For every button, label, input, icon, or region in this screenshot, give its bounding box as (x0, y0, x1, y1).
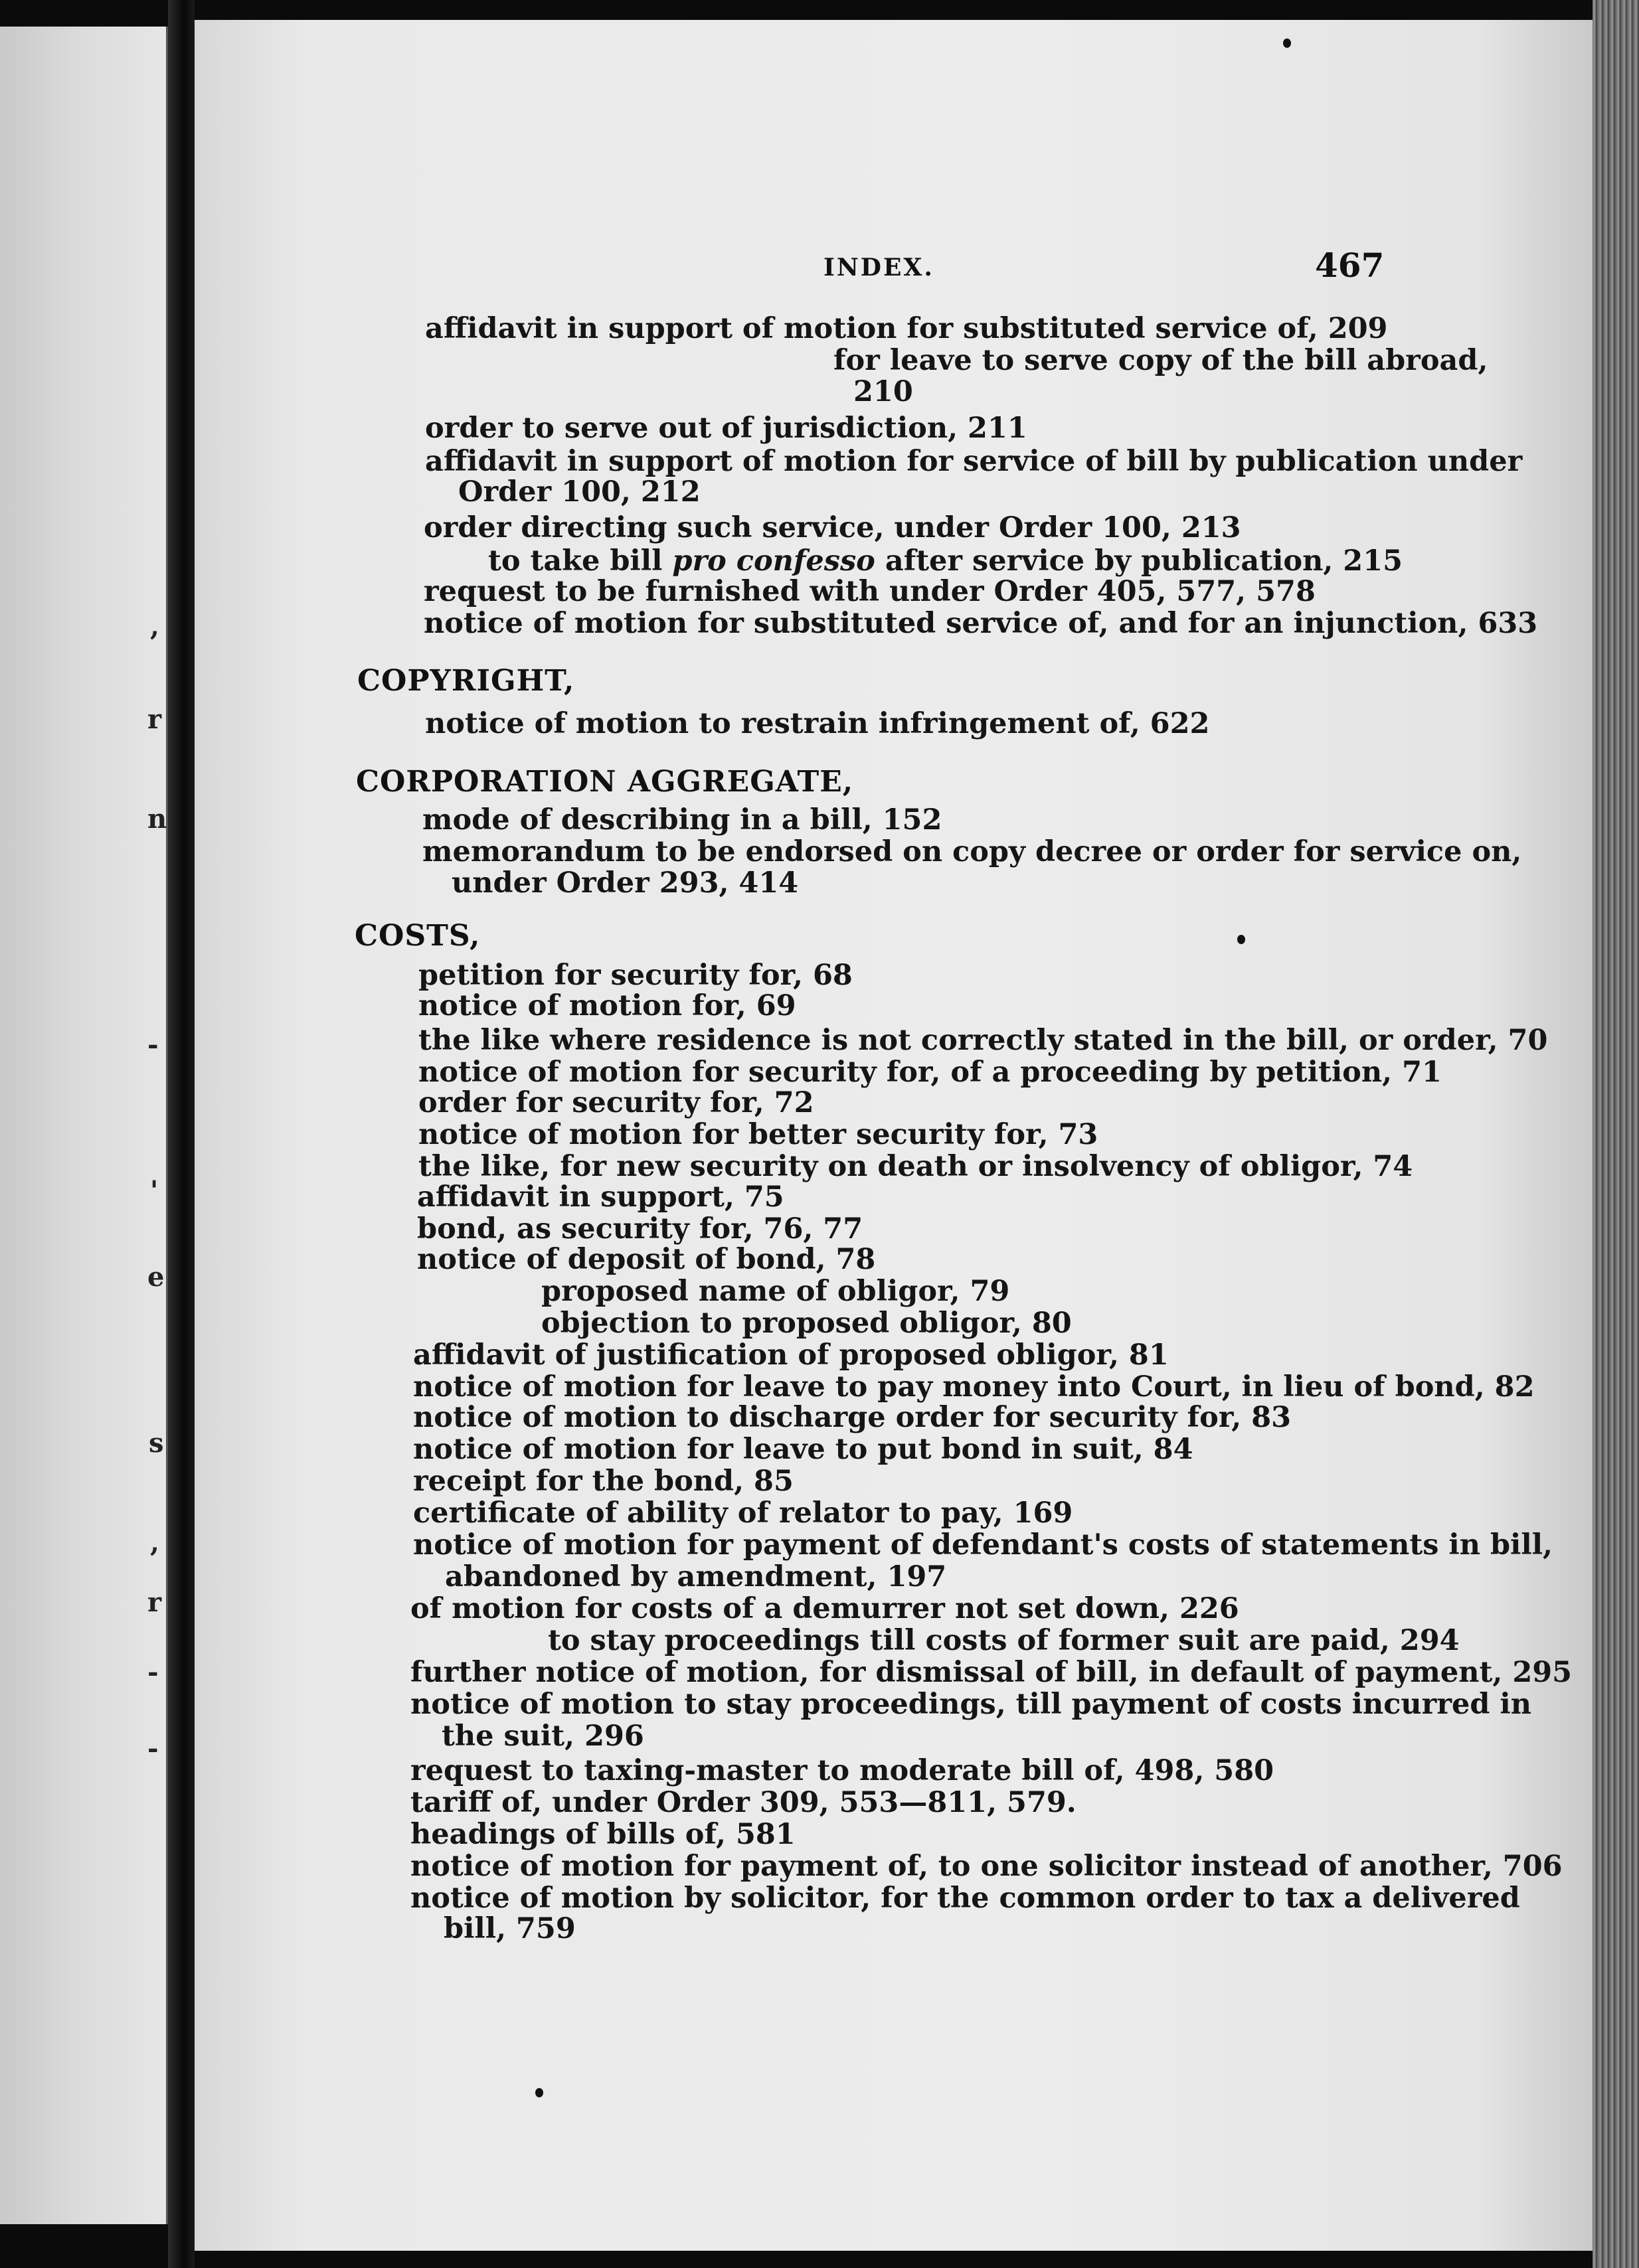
index-entry: notice of motion to stay proceedings, till payment of costs incurred in (410, 1688, 1531, 1721)
index-entry: certificate of ability of relator to pay, 169 (413, 1497, 1073, 1530)
index-entry: receipt for the bond, 85 (413, 1465, 794, 1498)
margin-fragment: - (147, 1733, 159, 1764)
index-entry: further notice of motion, for dismissal of bill, in default of payment, 295 (410, 1656, 1573, 1689)
index-entry: order directing such service, under Order 100, 213 (424, 511, 1241, 544)
index-entry: notice of motion for security for, of a proceeding by petition, 71 (418, 1056, 1442, 1089)
section-heading-copyright: COPYRIGHT, (357, 664, 575, 698)
print-speck (1237, 935, 1245, 944)
index-entry: tariff of, under Order 309, 553—811, 579. (410, 1786, 1077, 1819)
margin-fragment: , (150, 1527, 159, 1558)
margin-fragment: s (149, 1427, 164, 1459)
index-entry: Order 100, 212 (458, 475, 701, 509)
index-entry: notice of motion to restrain infringement of, 622 (425, 707, 1210, 740)
index-entry: order for security for, 72 (418, 1086, 814, 1119)
margin-fragment: r (147, 704, 162, 735)
index-entry: under Order 293, 414 (452, 866, 799, 900)
index-entry: notice of motion for leave to put bond in suit, 84 (413, 1433, 1193, 1466)
margin-fragment: r (147, 1587, 162, 1618)
index-entry: the like, for new security on death or insolvency of obligor, 74 (418, 1150, 1413, 1183)
index-entry: request to taxing-master to moderate bill of, 498, 580 (410, 1754, 1274, 1787)
index-entry: affidavit in support of motion for substituted service of, 209 (425, 312, 1388, 345)
index-entry: bill, 759 (444, 1912, 576, 1945)
print-speck (1283, 39, 1291, 48)
section-heading-costs: COSTS, (355, 919, 481, 953)
index-entry: notice of motion for substituted service of, and for an injunction, 633 (424, 607, 1538, 640)
print-speck (535, 2088, 543, 2097)
index-entry: notice of motion for better security for, 73 (418, 1118, 1098, 1151)
margin-fragment: - (147, 1657, 159, 1688)
index-entry: 210 (853, 375, 913, 408)
index-entry: affidavit in support, 75 (417, 1180, 784, 1214)
index-entry: mode of describing in a bill, 152 (422, 803, 942, 837)
index-entry: the suit, 296 (442, 1720, 644, 1753)
index-entry: affidavit of justification of proposed obligor, 81 (413, 1338, 1169, 1372)
index-entry: abandoned by amendment, 197 (445, 1560, 947, 1593)
index-entry: petition for security for, 68 (418, 959, 853, 992)
index-entry: headings of bills of, 581 (410, 1818, 796, 1851)
index-entry: notice of motion to discharge order for security for, 83 (413, 1401, 1292, 1434)
margin-fragment: ' (150, 1175, 159, 1206)
margin-fragment: e (147, 1261, 165, 1293)
index-entry: to take bill pro confesso after service by publication, 215 (488, 544, 1403, 578)
index-entry: proposed name of obligor, 79 (541, 1275, 1010, 1308)
section-heading-corporation-aggregate: CORPORATION AGGREGATE, (356, 765, 854, 799)
index-entry: notice of motion by solicitor, for the common order to tax a delivered (410, 1882, 1520, 1915)
margin-fragment: , (150, 611, 159, 642)
running-header: INDEX. (823, 254, 934, 282)
index-entry: bond, as security for, 76, 77 (417, 1212, 863, 1246)
index-entry: notice of motion for, 69 (418, 989, 796, 1022)
index-entry: the like where residence is not correctly stated in the bill, or order, 70 (418, 1024, 1548, 1057)
margin-fragment: n (147, 803, 167, 835)
page-number: 467 (1315, 246, 1385, 285)
index-entry: for leave to serve copy of the bill abroad, (833, 344, 1488, 377)
index-entry: request to be furnished with under Order 405, 577, 578 (424, 575, 1316, 608)
index-entry: notice of motion for payment of, to one solicitor instead of another, 706 (410, 1850, 1563, 1883)
index-entry: to stay proceedings till costs of former suit are paid, 294 (548, 1624, 1460, 1657)
index-entry: memorandum to be endorsed on copy decree or order for service on, (422, 835, 1522, 868)
index-entry: order to serve out of jurisdiction, 211 (425, 412, 1027, 445)
margin-fragment: - (147, 1029, 159, 1060)
index-entry: notice of motion for leave to pay money into Court, in lieu of bond, 82 (413, 1370, 1535, 1404)
index-entry: notice of deposit of bond, 78 (417, 1243, 876, 1276)
index-entry: notice of motion for payment of defendant's costs of statements in bill, (413, 1528, 1553, 1562)
index-entry: objection to proposed obligor, 80 (541, 1307, 1072, 1340)
index-entry: of motion for costs of a demurrer not set down, 226 (410, 1592, 1239, 1625)
index-entry: affidavit in support of motion for service of bill by publication under (425, 445, 1523, 478)
